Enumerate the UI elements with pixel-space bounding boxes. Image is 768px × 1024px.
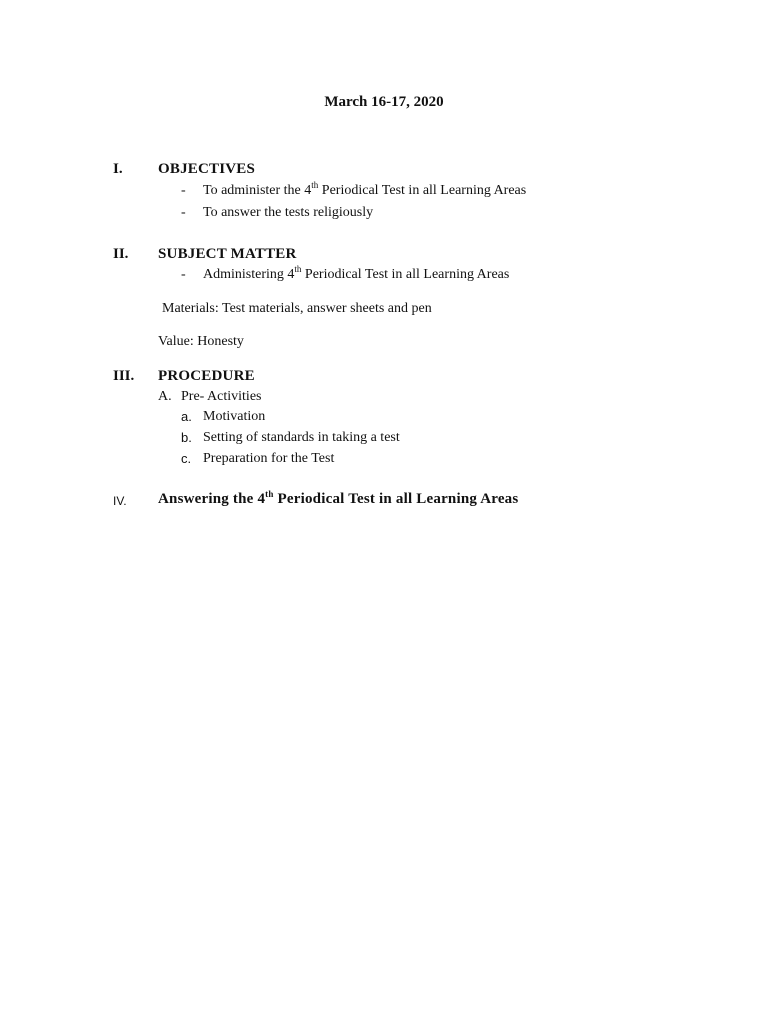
subject-matter-item-1 [203, 264, 510, 283]
section-numeral-subject-matter: II. [113, 246, 129, 262]
answering-title-a: Answering the 4 [158, 491, 266, 507]
list-marker: c. [181, 451, 192, 466]
section-numeral-answering: IV. [113, 494, 127, 508]
procedure-item-motivation: Motivation [203, 409, 266, 424]
value-line: Value: Honesty [158, 334, 244, 349]
list-marker: a. [181, 409, 192, 424]
objective-item-1-text-b: Periodical Test in all Learning Areas [318, 183, 527, 198]
objective-item-1-text-a: To administer the 4 [203, 183, 312, 198]
section-heading-subject-matter: SUBJECT MATTER [158, 246, 297, 262]
ordinal-suffix: th [311, 180, 319, 190]
section-heading-answering [158, 491, 518, 508]
bullet-dash: - [181, 205, 186, 220]
bullet-dash: - [181, 183, 186, 198]
ordinal-suffix: th [294, 264, 302, 274]
section-heading-objectives: OBJECTIVES [158, 161, 256, 177]
section-numeral-objectives: I. [113, 161, 123, 177]
procedure-sub-title: Pre- Activities [181, 389, 262, 404]
objective-item-2: To answer the tests religiously [203, 205, 374, 220]
ordinal-suffix: th [265, 489, 274, 499]
bullet-dash: - [181, 267, 186, 282]
materials-line: Materials: Test materials, answer sheets and pen [162, 301, 432, 316]
objective-item-1 [203, 180, 527, 199]
list-marker: b. [181, 430, 192, 445]
section-numeral-procedure: III. [113, 368, 135, 384]
subject-matter-item-1-text-a: Administering 4 [203, 267, 295, 282]
subject-matter-item-1-text-b: Periodical Test in all Learning Areas [301, 267, 510, 282]
procedure-item-standards: Setting of standards in taking a test [203, 430, 400, 445]
document-date: March 16-17, 2020 [324, 94, 444, 110]
procedure-item-preparation: Preparation for the Test [203, 451, 335, 466]
section-heading-procedure: PROCEDURE [158, 368, 255, 384]
procedure-sub-marker: A. [158, 389, 172, 404]
answering-title-b: Periodical Test in all Learning Areas [273, 491, 519, 507]
